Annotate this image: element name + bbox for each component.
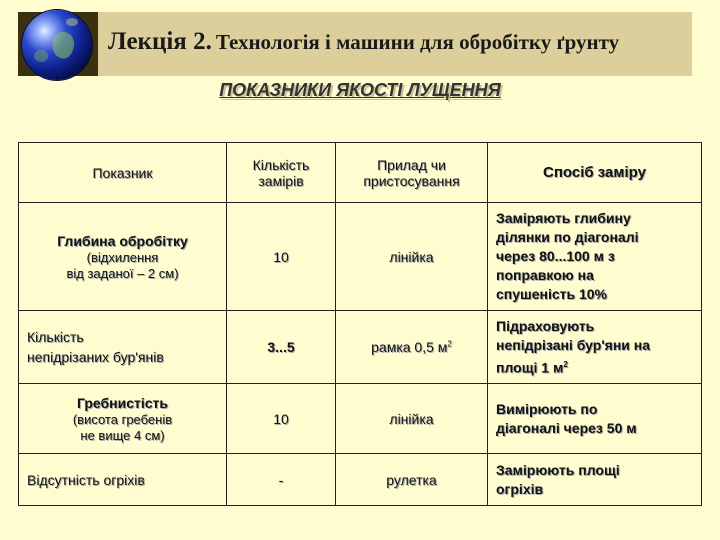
method-cell: Вимірюють по діагоналі через 50 м [488,384,702,454]
count-cell: 3...5 [227,311,336,384]
lecture-topic: Технологія і машини для обробітку ґрунту [215,30,620,54]
table-header-row [19,143,702,203]
table-row [19,384,702,454]
indicator-cell: Відсутність огріхів [19,454,227,506]
indicator-cell: Гребнистість (висота гребенів не вище 4 см) [19,384,227,454]
device-cell: лінійка [336,384,488,454]
device-cell: лінійка [336,203,488,311]
quality-indicators-table [18,142,702,506]
count-cell: - [227,454,336,506]
count-cell: 10 [227,384,336,454]
indicator-cell: Глибина обробітку (відхилення від заданої – 2 см) [19,203,227,311]
device-cell: рулетка [336,454,488,506]
indicator-cell: Кількість непідрізаних бур'янів [19,311,227,384]
column-header-count: Кількість замірів [227,143,336,203]
method-cell: Підраховують непідрізані бур'яни на площі 1 $м^2$ [488,311,702,384]
table-row [19,454,702,506]
globe-icon [22,10,92,80]
column-header-method: Спосіб заміру [488,143,702,203]
method-cell: Заміряють глибину ділянки по діагоналі через 80...100 м з поправкою на спушеність 10% [488,203,702,311]
table-row [19,311,702,384]
column-header-indicator: Показник [19,143,227,203]
table-row [19,203,702,311]
count-cell: 10 [227,203,336,311]
device-cell: рамка 0,5 $м^2$ [336,311,488,384]
method-cell: Замірюють площі огріхів [488,454,702,506]
column-header-device: Прилад чи пристосування [336,143,488,203]
page-title: ПОКАЗНИКИ ЯКОСТІ ЛУЩЕННЯ [219,80,501,100]
header-title [108,28,619,56]
lecture-label: Лекція 2. [108,28,212,55]
